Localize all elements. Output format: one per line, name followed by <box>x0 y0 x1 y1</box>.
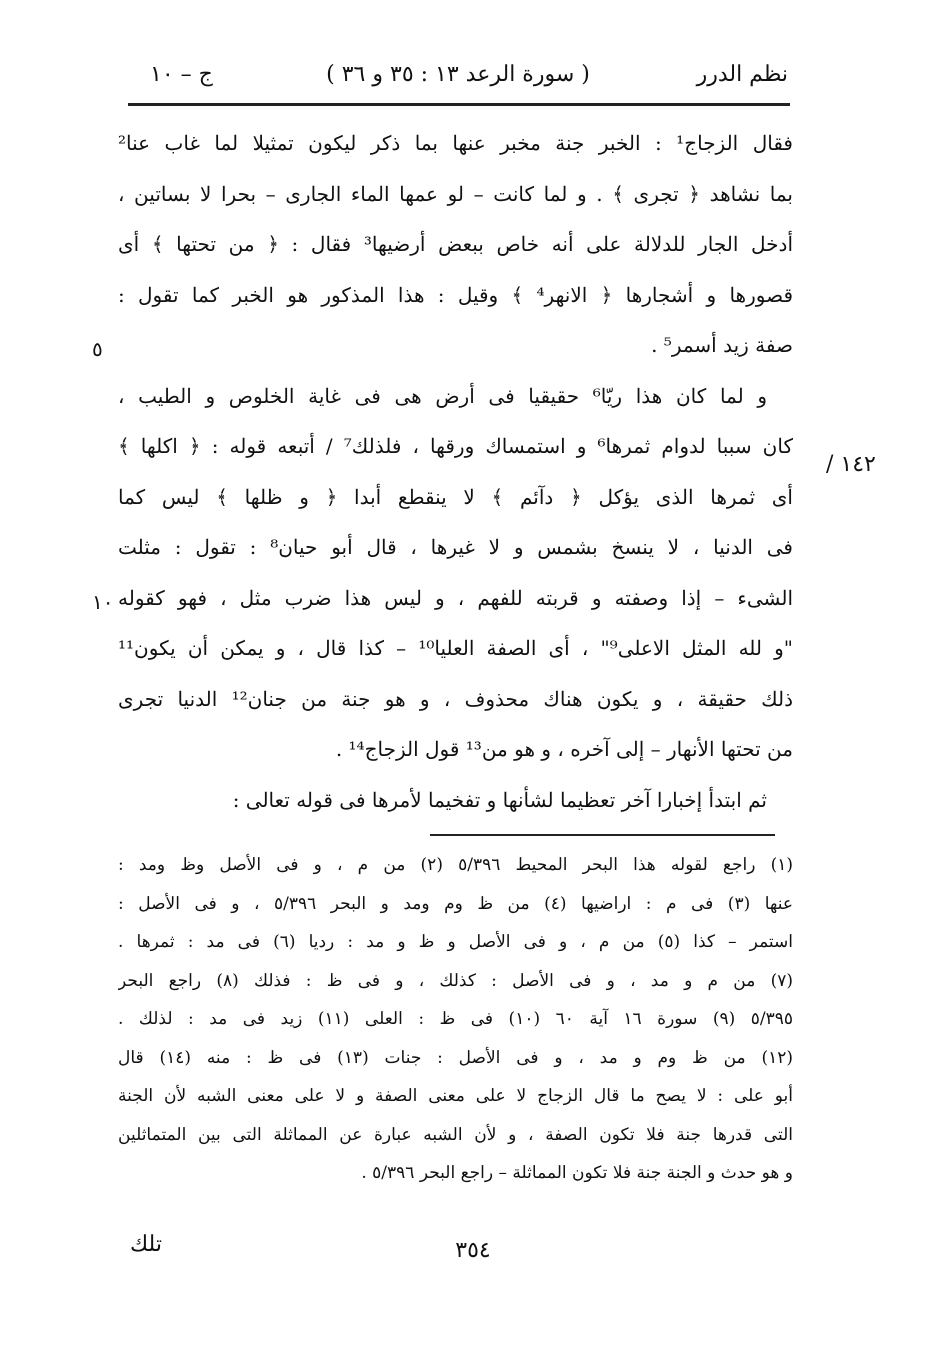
footnote-line: عنها (٣) فى م : اراضيها (٤) من ظ وم ومد و البحر ٥/٣٩٦ ، و فى الأصل : <box>118 893 793 914</box>
footnote-rule <box>430 834 775 836</box>
page-number: ٣٥٤ <box>455 1238 491 1263</box>
text-line: و لما كان هذا ريّا⁶ حقيقيا فى أرض هى فى غاية الخلوص و الطيب ، <box>118 383 768 408</box>
text-line: كان سببا لدوام ثمرها⁶ و استمساك ورقها ، فلذلك⁷ / أتبعه قوله : ﴿ اكلها ﴾ <box>118 434 793 458</box>
volume-number: ج – ١٠ <box>150 62 213 87</box>
footnote-line: (٧) من م و مد ، و فى الأصل : كذلك ، و فى ظ : فذلك (٨) راجع البحر <box>118 970 793 991</box>
text-line: بما نشاهد ﴿ تجرى ﴾ . و لما كانت – لو عمها الماء الجارى – بحرا لا بساتين ، <box>118 181 793 206</box>
footnote-line: (١) راجع لقوله هذا البحر المحيط ٥/٣٩٦ (٢) من م ، و فى الأصل وظ ومد : <box>118 855 793 875</box>
text-line: "و لله المثل الاعلى⁹" ، أى الصفة العليا¹⁰ – كذا قال ، و يمكن أن يكون¹¹ <box>118 636 793 660</box>
main-text <box>118 118 793 825</box>
text-line: ذلك حقيقة ، و يكون هناك محذوف ، و هو جنة من جنان¹² الدنيا تجرى <box>118 686 793 711</box>
manuscript-folio-note: ١٤٢ / <box>826 452 876 477</box>
footnote-line: التى قدرها جنة فلا تكون الصفة ، و لأن الشبه عبارة عن المماثلة التى بين المتماثلين <box>118 1124 793 1145</box>
text-line: أدخل الجار للدلالة على أنه خاص ببعض أرضيها³ فقال : ﴿ من تحتها ﴾ أى <box>118 232 793 256</box>
text-line: من تحتها الأنهار – إلى آخره ، و هو من¹³ قول الزجاج¹⁴ . <box>335 737 793 761</box>
text-line: قصورها و أشجارها ﴿ الانهر⁴ ﴾ وقيل : هذا المذكور هو الخبر كما تقول : <box>118 282 793 307</box>
footnote-line: استمر – كذا (٥) من م ، و فى الأصل و ظ و مد : رديا (٦) فى مد : ثمرها . <box>118 932 793 952</box>
text-line: صفة زيد أسمر⁵ . <box>651 333 793 357</box>
header-rule <box>128 103 790 106</box>
text-line: فقال الزجاج¹ : الخبر جنة مخبر عنها بما ذكر ليكون تمثيلا لما غاب عنا² <box>118 131 793 155</box>
line-number-5: ٥ <box>92 337 103 361</box>
text-line: أى ثمرها الذى يؤكل ﴿ دآئم ﴾ لا ينقطع أبدا ﴿ و ظلها ﴾ ليس كما <box>118 484 793 509</box>
text-line: فى الدنيا ، لا ينسخ بشمس و لا غيرها ، قال أبو حيان⁸ : تقول : مثلت <box>118 535 793 559</box>
footnote-line: و هو حدث و الجنة جنة فلا تكون المماثلة – راجع البحر ٥/٣٩٦ . <box>361 1163 793 1183</box>
line-number-10: ١٠ <box>92 590 114 614</box>
footnote-line: أبو على : لا يصح ما قال الزجاج لا على معنى الصفة و لا على معنى الشبه لأن الجنة <box>118 1086 793 1106</box>
footnote-line: ٥/٣٩٥ (٩) سورة ١٦ آية ٦٠ (١٠) فى ظ : العلى (١١) زيد فى مد : لذلك . <box>118 1009 793 1029</box>
catchword: تلك <box>130 1232 162 1257</box>
text-line: الشىء – إذا وصفته و قربته للفهم ، و ليس هذا ضرب مثل ، فهو كقوله <box>118 585 793 610</box>
running-header <box>128 58 788 98</box>
text-line: ثم ابتدأ إخبارا آخر تعظيما لشأنها و تفخيما لأمرها فى قوله تعالى : <box>232 787 767 812</box>
book-title: نظم الدرر <box>696 62 788 87</box>
footnote-line: (١٢) من ظ وم و مد ، و فى الأصل : جنات (١٣) فى ظ : منه (١٤) قال <box>118 1047 793 1068</box>
surah-reference: ( سورة الرعد ١٣ : ٣٥ و ٣٦ ) <box>326 62 590 87</box>
footnotes <box>118 846 793 1193</box>
